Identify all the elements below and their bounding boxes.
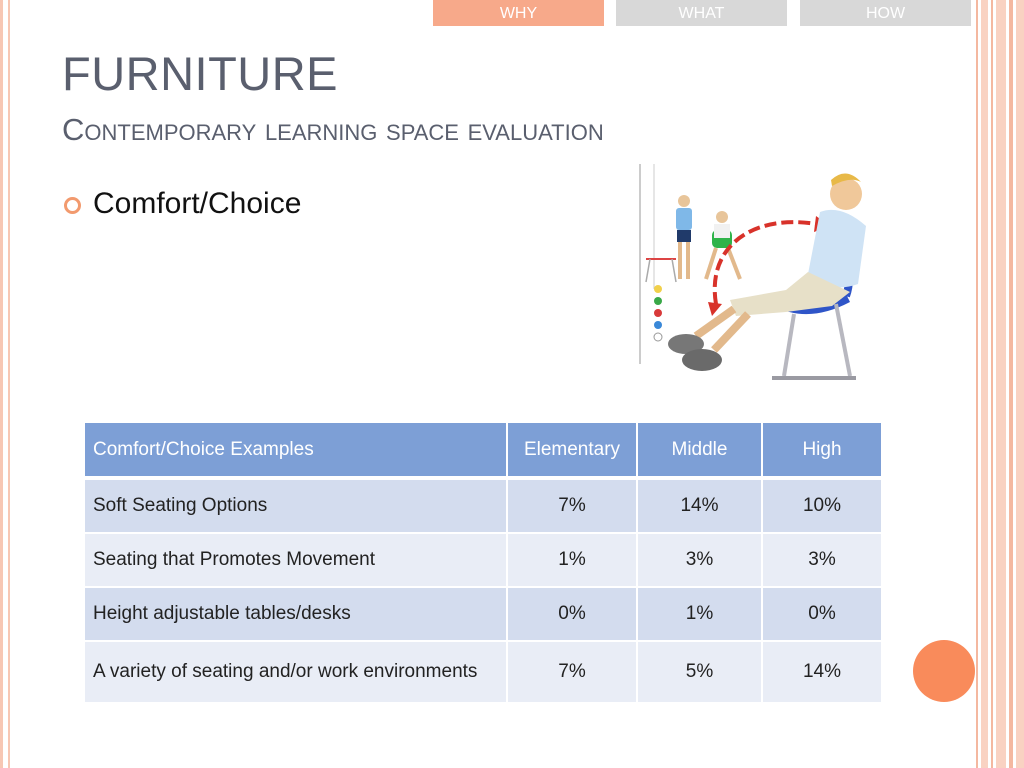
table-cell: 1%	[638, 586, 763, 640]
table-cell: 1%	[508, 532, 638, 586]
table-cell: Soft Seating Options	[85, 476, 508, 532]
table-row	[85, 586, 881, 640]
tab-what[interactable]: WHAT	[616, 0, 787, 26]
right-border-decoration	[976, 0, 1024, 768]
table-cell: A variety of seating and/or work environments	[85, 640, 508, 702]
column-header: Middle	[638, 423, 763, 476]
table-cell: 5%	[638, 640, 763, 702]
table-cell: 7%	[508, 640, 638, 702]
table-cell: 7%	[508, 476, 638, 532]
table-cell: Seating that Promotes Movement	[85, 532, 508, 586]
table-cell: Height adjustable tables/desks	[85, 586, 508, 640]
table-cell: 14%	[638, 476, 763, 532]
comfort-choice-table	[85, 423, 881, 702]
bullet-item	[64, 187, 301, 221]
tab-why[interactable]: WHY	[433, 0, 604, 26]
tab-how[interactable]: HOW	[800, 0, 971, 26]
chair-illustration	[636, 164, 876, 394]
slide-subtitle: Contemporary learning space evaluation	[62, 112, 604, 147]
left-border-stripe	[0, 0, 3, 768]
table-row	[85, 640, 881, 702]
bullet-circle-icon	[64, 197, 81, 214]
bullet-text: Comfort/Choice	[93, 187, 302, 220]
slide-title: FURNITURE	[62, 47, 339, 100]
table-cell: 0%	[763, 586, 881, 640]
column-header: High	[763, 423, 881, 476]
column-header: Elementary	[508, 423, 638, 476]
table-row	[85, 532, 881, 586]
table-header-row	[85, 423, 881, 476]
column-header: Comfort/Choice Examples	[85, 423, 508, 476]
table-cell: 14%	[763, 640, 881, 702]
table-cell: 0%	[508, 586, 638, 640]
table-cell: 3%	[638, 532, 763, 586]
left-border-stripe	[8, 0, 10, 768]
table-cell: 3%	[763, 532, 881, 586]
table-row	[85, 476, 881, 532]
table-cell: 10%	[763, 476, 881, 532]
decorative-circle	[913, 640, 975, 702]
